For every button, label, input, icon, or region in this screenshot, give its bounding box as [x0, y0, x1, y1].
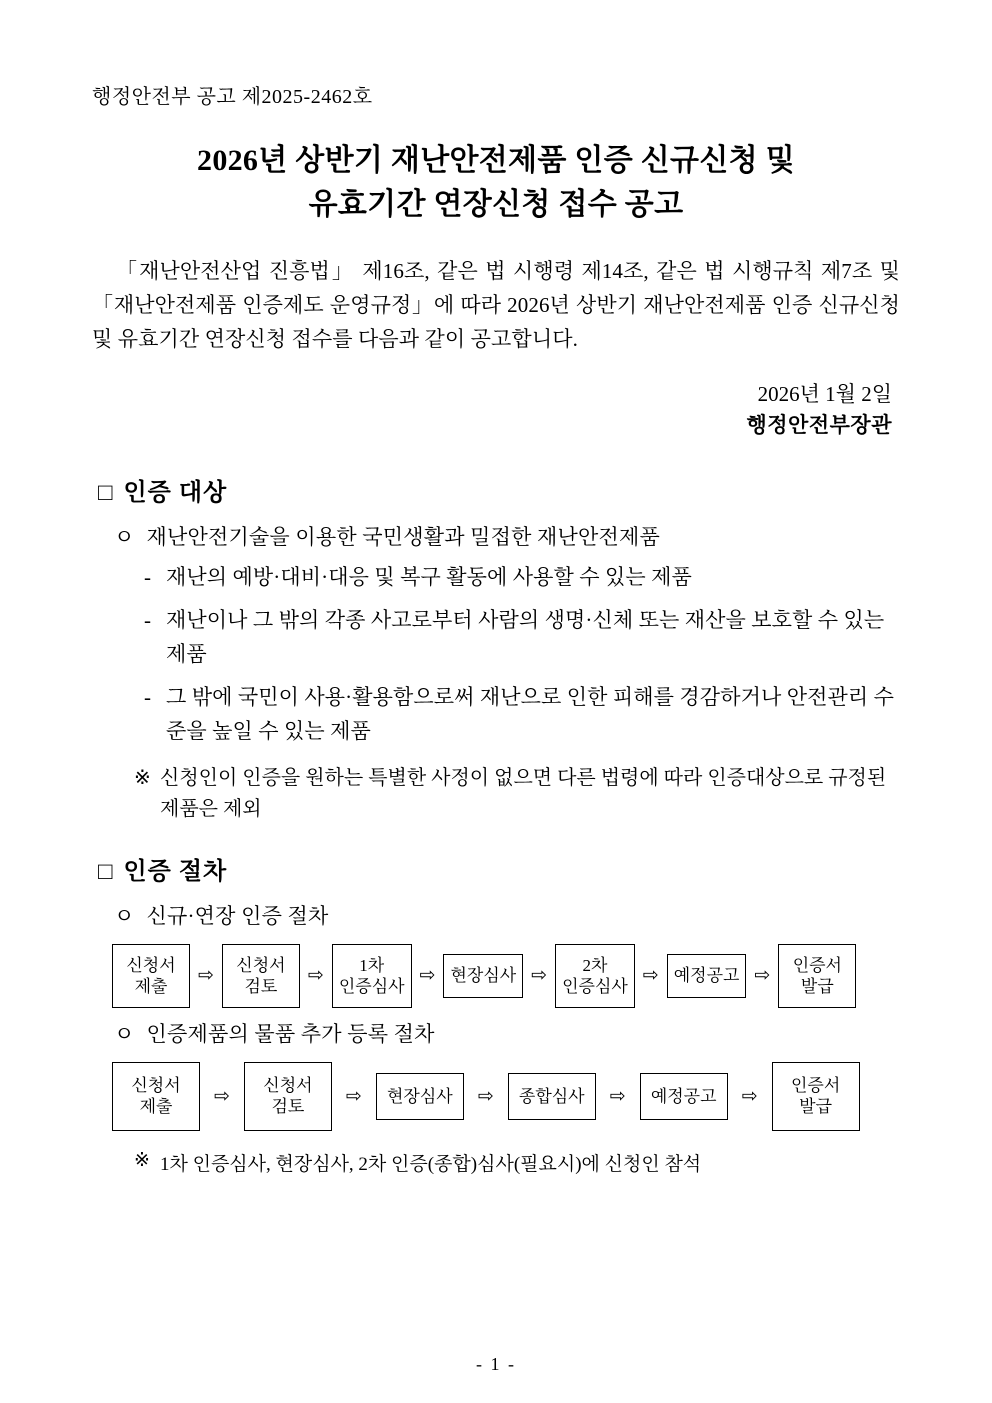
- dash-bullet-icon: -: [144, 564, 152, 589]
- section-heading-certification-target: [98, 472, 900, 507]
- flow-step-line2: 발급: [799, 1097, 833, 1117]
- arrow-right-icon: ⇨: [477, 1085, 494, 1107]
- square-bullet-icon: □: [98, 858, 114, 885]
- issuer-name: 행정안전부장관: [746, 413, 892, 438]
- flow-step: [244, 1062, 332, 1131]
- section2-item-1: [114, 900, 900, 930]
- flowchart-additional-registration: [112, 1062, 900, 1131]
- flow-step: [778, 944, 856, 1009]
- announcement-date: 2026년 1월 2일: [757, 381, 892, 406]
- section1-subitem-1-text: 재난의 예방·대비·대응 및 복구 활동에 사용할 수 있는 제품: [166, 564, 692, 589]
- flowchart-new-extension: [112, 944, 900, 1009]
- flow-step: [640, 1073, 728, 1120]
- section1-item-1-text: 재난안전기술을 이용한 국민생활과 밀접한 재난안전제품: [146, 524, 660, 549]
- flow-step-line1: 예정공고: [673, 966, 740, 986]
- flow-step: [332, 944, 412, 1009]
- arrow-right-icon: ⇨: [419, 965, 436, 987]
- circle-bullet-icon: ㅇ: [114, 524, 135, 549]
- flow-step-line1: 인증서: [790, 1076, 841, 1096]
- flow-step-line1: 신청서: [126, 955, 176, 975]
- asterisk-bullet-icon: ※: [134, 766, 151, 789]
- flow-step-line1: 현장심사: [450, 966, 517, 986]
- page-title: [92, 139, 900, 226]
- flow-step: [112, 944, 190, 1009]
- section1-item-1: [114, 521, 900, 551]
- circle-bullet-icon: ㅇ: [114, 1022, 135, 1047]
- intro-text: 「재난안전산업 진흥법」 제16조, 같은 법 시행령 제14조, 같은 법 시행규칙 제7조 및 「재난안전제품 인증제도 운영규정」에 따라 2026년 상반기 재난안전제품 인증 신규신청 및 유효기간 연장신청 접수를 다음과 같이 공고합니다.: [92, 259, 900, 352]
- page-number: - 1 -: [476, 1354, 516, 1374]
- arrow-right-icon: ⇨: [531, 965, 548, 987]
- flow-step: [376, 1073, 464, 1120]
- section2-note-text: 1차 인증심사, 현장심사, 2차 인증(종합)심사(필요시)에 신청인 참석: [160, 1153, 702, 1175]
- arrow-right-icon: ⇨: [642, 965, 659, 987]
- section2-heading-text: 인증 절차: [123, 858, 228, 885]
- section2-note: [134, 1149, 900, 1176]
- section1-heading-text: 인증 대상: [123, 479, 228, 506]
- flow-step: [667, 954, 747, 997]
- arrow-right-icon: ⇨: [609, 1085, 626, 1107]
- flow-step: [443, 954, 523, 997]
- flow-step: [112, 1062, 200, 1131]
- asterisk-bullet-icon: ※: [134, 1149, 150, 1171]
- arrow-right-icon: ⇨: [214, 1085, 230, 1107]
- arrow-right-icon: ⇨: [307, 965, 324, 987]
- flow-step: [772, 1062, 860, 1131]
- section1-subitem-2: [144, 604, 900, 671]
- flow-step-line2: 제출: [134, 976, 168, 996]
- arrow-right-icon: ⇨: [345, 1085, 362, 1107]
- flow-step: [555, 944, 635, 1009]
- flow-step-line1: 신청서: [131, 1076, 181, 1096]
- section1-subitem-2-text: 재난이나 그 밖의 각종 사고로부터 사람의 생명·신체 또는 재산을 보호할 수 있는 제품: [166, 608, 885, 666]
- circle-bullet-icon: ㅇ: [114, 903, 135, 928]
- section1-note-text: 신청인이 인증을 원하는 특별한 사정이 없으면 다른 법령에 따라 인증대상으로 규정된 제품은 제외: [160, 766, 887, 820]
- dash-bullet-icon: -: [144, 685, 152, 710]
- section2-item-1-text: 신규·연장 인증 절차: [146, 903, 329, 928]
- flow-step-line1: 현장심사: [386, 1086, 453, 1106]
- flow-step-line1: 인증서: [792, 955, 842, 975]
- flow-step-line1: 예정공고: [650, 1086, 717, 1106]
- flow-step-line2: 인증심사: [338, 976, 405, 996]
- title-line-2: 유효기간 연장신청 접수 공고: [308, 187, 684, 221]
- square-bullet-icon: □: [98, 479, 114, 506]
- section1-subitem-1: [144, 561, 900, 595]
- document-number: 행정안전부 공고 제2025-2462호: [92, 86, 373, 108]
- dash-bullet-icon: -: [144, 608, 152, 633]
- section-heading-certification-procedure: [98, 851, 900, 886]
- flow-step-line1: 1차: [359, 955, 385, 975]
- flow-step-line1: 신청서: [236, 955, 286, 975]
- section1-subitem-3: [144, 681, 900, 748]
- section2-item-2-text: 인증제품의 물품 추가 등록 절차: [146, 1022, 435, 1047]
- flow-step-line2: 검토: [244, 976, 278, 996]
- flow-step-line1: 종합심사: [518, 1086, 585, 1106]
- section1-note: [134, 763, 900, 825]
- section1-subitem-3-text: 그 밖에 국민이 사용·활용함으로써 재난으로 인한 피해를 경감하거나 안전관리 수준을 높일 수 있는 제품: [166, 685, 894, 744]
- title-line-1: 2026년 상반기 재난안전제품 인증 신규신청 및: [197, 144, 795, 177]
- date-block: [92, 379, 892, 442]
- arrow-right-icon: ⇨: [741, 1085, 758, 1107]
- flow-step-line2: 인증심사: [562, 976, 628, 996]
- flow-step-line2: 발급: [800, 976, 834, 996]
- arrow-right-icon: ⇨: [754, 965, 771, 987]
- arrow-right-icon: ⇨: [198, 965, 214, 987]
- flow-step-line1: 2차: [582, 955, 608, 975]
- flow-step: [508, 1073, 596, 1120]
- flow-step-line1: 신청서: [263, 1076, 313, 1096]
- intro-paragraph: [92, 254, 900, 357]
- flow-step-line2: 제출: [139, 1097, 173, 1117]
- flow-step: [222, 944, 300, 1009]
- section2-item-2: [114, 1018, 900, 1048]
- flow-step-line2: 검토: [271, 1097, 305, 1117]
